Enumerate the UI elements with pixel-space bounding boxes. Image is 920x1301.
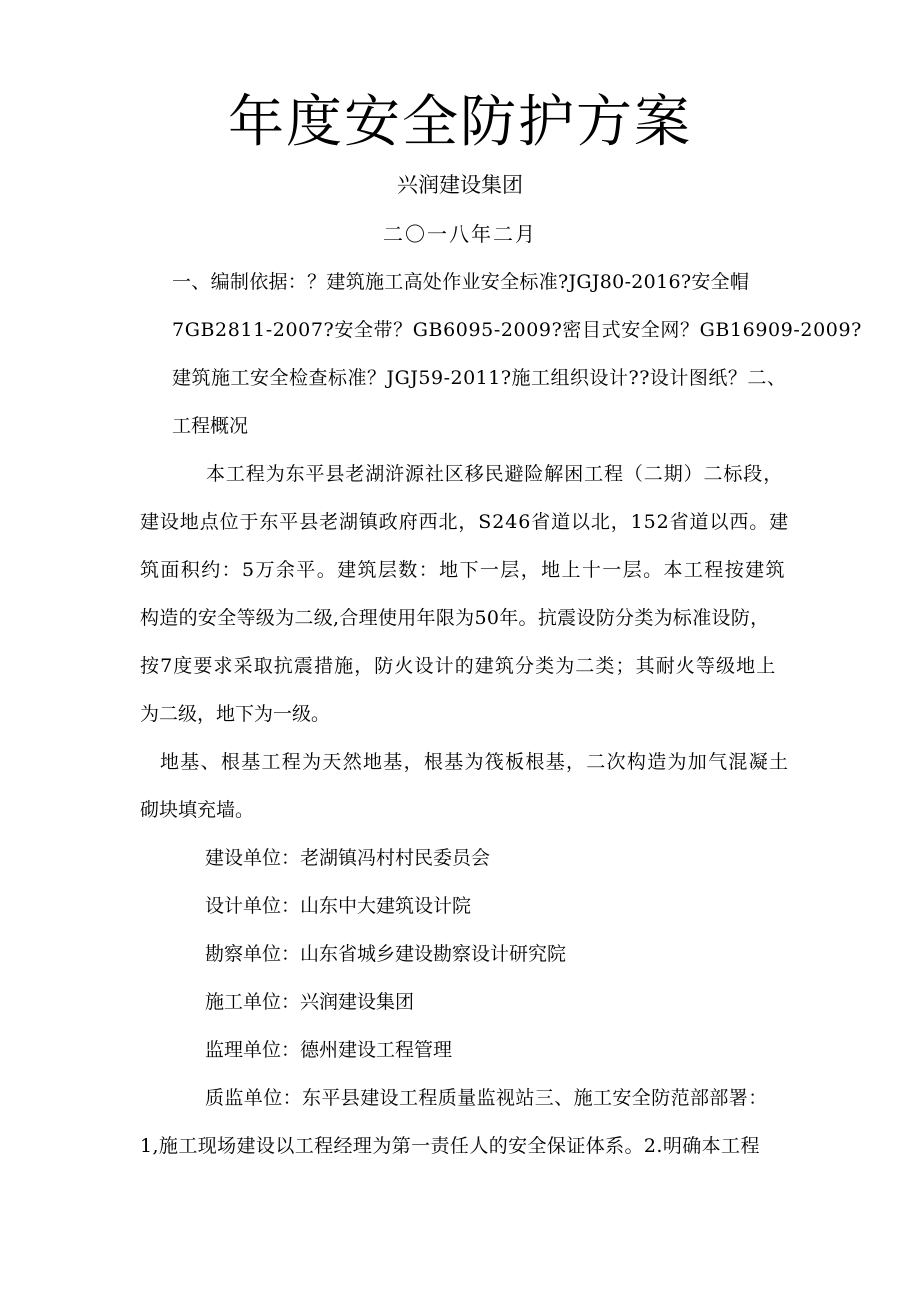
foundation-line: 砌块填充墙。 [140, 799, 255, 821]
construction-unit: 建设单位：老湖镇冯村村民委员会 [205, 847, 491, 869]
compilation-basis-line: 7GB2811-2007?安全带？GB6095-2009?密目式安全网？GB16909-2009? [172, 319, 862, 341]
contractor-unit: 施工单位：兴润建设集团 [205, 991, 415, 1013]
document-date: 二〇一八年二月 [383, 222, 537, 246]
project-overview-line: 为二级，地下为一级。 [140, 703, 331, 725]
compilation-basis-line: 一、编制依据：？建筑施工高处作业安全标准?JGJ80-2016?安全帽 [172, 271, 750, 293]
company-name: 兴润建设集团 [397, 173, 523, 197]
quality-supervision-unit: 质监单位：东平县建设工程质量监视站三、施工安全防范部部署： [205, 1087, 768, 1109]
supervision-unit: 监理单位：德州建设工程管理 [205, 1039, 453, 1061]
project-overview-line: 建设地点位于东平县老湖镇政府西北，S246省道以北，152省道以西。建 [140, 511, 790, 533]
project-overview-line: 构造的安全等级为二级,合理使用年限为50年。抗震设防分类为标准设防， [140, 607, 770, 629]
foundation-line: 地基、根基工程为天然地基，根基为筏板根基，二次构造为加气混凝土 [160, 751, 790, 773]
project-overview-line: 筑面积约：5万余平。建筑层数：地下一层，地上十一层。本工程按建筑 [140, 559, 786, 581]
design-unit: 设计单位：山东中大建筑设计院 [205, 895, 472, 917]
section-heading-project-overview: 工程概况 [172, 415, 249, 437]
project-overview-line: 本工程为东平县老湖浒源社区移民避险解困工程（二期）二标段， [206, 463, 784, 485]
document-title: 年度安全防护方案 [228, 90, 692, 155]
project-overview-line: 按7度要求采取抗震措施，防火设计的建筑分类为二类；其耐火等级地上 [140, 655, 777, 677]
survey-unit: 勘察单位：山东省城乡建设勘察设计研究院 [205, 943, 567, 965]
compilation-basis-line: 建筑施工安全检查标准？JGJ59-2011?施工组织设计??设计图纸？二、 [172, 367, 787, 389]
safety-deployment-line: 1,施工现场建设以工程经理为第一责任人的安全保证体系。2.明确本工程 [140, 1135, 760, 1157]
